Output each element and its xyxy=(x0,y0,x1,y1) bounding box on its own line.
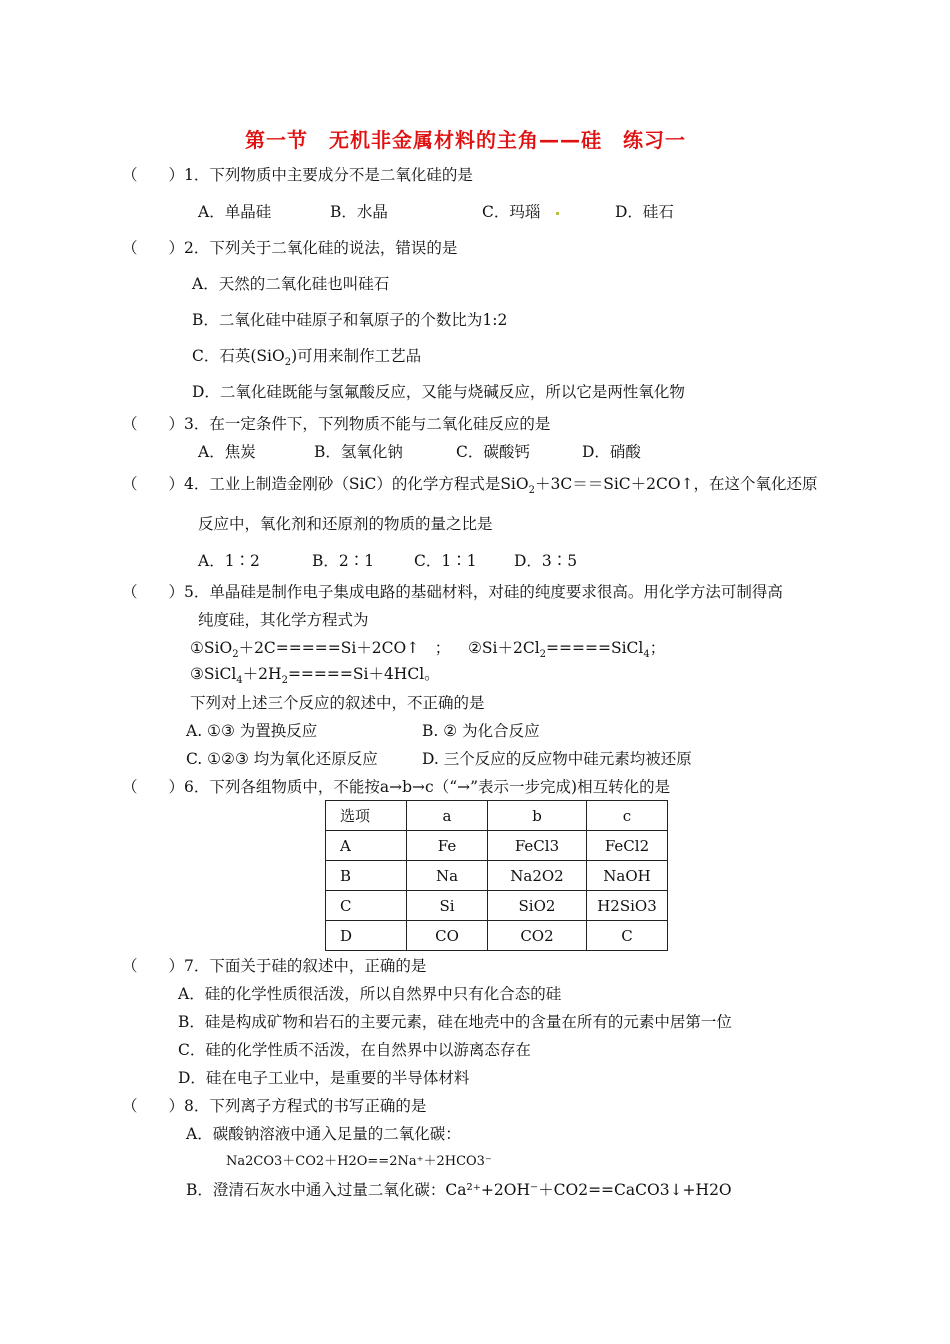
table-cell: H2SiO3 xyxy=(587,891,668,921)
option-c: C．1∶1 xyxy=(414,552,477,570)
option-a: A．焦炭 xyxy=(198,443,256,461)
answer-blank[interactable]: （ ） xyxy=(122,166,185,184)
options-table xyxy=(325,800,668,951)
table-row xyxy=(326,891,668,921)
table-cell: A xyxy=(326,831,407,861)
option-b: B．氢氧化钠 xyxy=(314,443,403,461)
option-c: C. ①②③ 均为氧化还原反应 xyxy=(186,750,378,768)
table-header-cell: a xyxy=(407,801,488,831)
option-d: D．3∶5 xyxy=(514,552,578,570)
option-d: D．硅石 xyxy=(615,203,674,221)
table-cell: SiO2 xyxy=(488,891,587,921)
question-stem: 3．在一定条件下，下列物质不能与二氧化硅反应的是 xyxy=(184,415,551,433)
option-c: C．玛瑙 xyxy=(482,203,541,221)
question-ask: 下列对上述三个反应的叙述中，不正确的是 xyxy=(190,694,485,712)
option-a: A．天然的二氧化硅也叫硅石 xyxy=(192,275,390,293)
question-stem: 5．单晶硅是制作电子集成电路的基础材料，对硅的纯度要求很高。用化学方法可制得高 xyxy=(184,583,783,601)
reaction-3: $③SiCl_4+2H_2=====Si+4HCl$。 xyxy=(190,665,440,687)
question-stem: 1．下列物质中主要成分不是二氧化硅的是 xyxy=(184,166,473,184)
question-stem-continued: 反应中，氧化剂和还原剂的物质的量之比是 xyxy=(198,515,493,533)
question-stem: 7．下面关于硅的叙述中，正确的是 xyxy=(184,957,427,975)
answer-blank[interactable]: （ ） xyxy=(122,583,185,601)
answer-blank[interactable]: （ ） xyxy=(122,778,185,796)
table-cell: FeCl2 xyxy=(587,831,668,861)
table-header-cell: c xyxy=(587,801,668,831)
answer-blank[interactable]: （ ） xyxy=(122,957,185,975)
table-cell: D xyxy=(326,921,407,951)
option-b: B．二氧化硅中硅原子和氧原子的个数比为1:2 xyxy=(192,311,508,329)
answer-blank[interactable]: （ ） xyxy=(122,239,185,257)
table-cell: C xyxy=(587,921,668,951)
table-header-row xyxy=(326,801,668,831)
table-row xyxy=(326,921,668,951)
table-row xyxy=(326,831,668,861)
question-stem: 6．下列各组物质中，不能按a→b→c（“→”表示一步完成)相互转化的是 xyxy=(184,778,671,796)
table-cell: B xyxy=(326,861,407,891)
question-5 xyxy=(122,580,783,602)
option-b: B．澄清石灰水中通入过量二氧化碳：Ca²⁺+2OH⁻＋CO2==CaCO3↓+H2O xyxy=(186,1181,732,1199)
table-header-cell: b xyxy=(488,801,587,831)
option-d: D．硅在电子工业中，是重要的半导体材料 xyxy=(178,1069,470,1087)
speck-mark xyxy=(556,212,559,215)
table-cell: Na2O2 xyxy=(488,861,587,891)
answer-blank[interactable]: （ ） xyxy=(122,1097,185,1115)
option-a: A．1∶2 xyxy=(198,552,260,570)
table-cell: CO xyxy=(407,921,488,951)
option-d: D．二氧化硅既能与氢氟酸反应，又能与烧碱反应，所以它是两性氧化物 xyxy=(192,383,685,401)
question-stem: 2．下列关于二氧化硅的说法，错误的是 xyxy=(184,239,458,257)
table-cell: Fe xyxy=(407,831,488,861)
option-d: D. 三个反应的反应物中硅元素均被还原 xyxy=(422,750,692,768)
question-3 xyxy=(122,412,550,434)
option-b: B．水晶 xyxy=(330,203,388,221)
table-cell: C xyxy=(326,891,407,921)
question-6 xyxy=(122,775,670,797)
option-a: A．碳酸钠溶液中通入足量的二氧化碳： xyxy=(186,1125,461,1143)
table-cell: Si xyxy=(407,891,488,921)
option-c: C．碳酸钙 xyxy=(456,443,530,461)
option-b: B．硅是构成矿物和岩石的主要元素，硅在地壳中的含量在所有的元素中居第一位 xyxy=(178,1013,732,1031)
answer-blank[interactable]: （ ） xyxy=(122,415,185,433)
answer-blank[interactable]: （ ） xyxy=(122,475,185,493)
question-8 xyxy=(122,1094,426,1116)
option-b: B．2∶1 xyxy=(312,552,375,570)
table-cell: NaOH xyxy=(587,861,668,891)
table-cell: Na xyxy=(407,861,488,891)
option-a: A. ①③ 为置换反应 xyxy=(186,722,318,740)
table-header-cell: 选项 xyxy=(326,801,407,831)
option-b: B. ② 为化合反应 xyxy=(422,722,540,740)
option-c: C．石英(SiO$_2$)可用来制作工艺品 xyxy=(192,347,422,369)
option-c: C．硅的化学性质不活泼，在自然界中以游离态存在 xyxy=(178,1041,531,1059)
question-2 xyxy=(122,236,457,258)
page-title: 第一节 无机非金属材料的主角——硅 练习一 xyxy=(245,128,686,152)
question-stem: 4．工业上制造金刚砂（SiC）的化学方程式是SiO$_2$＋3C＝＝SiC＋2CO↑，在这个氧化还原 xyxy=(184,475,818,497)
question-4 xyxy=(122,472,818,496)
question-1 xyxy=(122,163,473,185)
question-stem-continued: 纯度硅，其化学方程式为 xyxy=(198,611,369,629)
option-a: A．单晶硅 xyxy=(198,203,272,221)
question-7 xyxy=(122,954,426,976)
table-cell: CO2 xyxy=(488,921,587,951)
reaction-1: ①SiO$_2$＋2C=====Si＋2CO↑ ； xyxy=(190,639,451,661)
table-row xyxy=(326,861,668,891)
reaction-2: $②Si+2Cl_2=====SiCl_4$； xyxy=(468,639,666,661)
table-cell: FeCl3 xyxy=(488,831,587,861)
option-a: A．硅的化学性质很活泼，所以自然界中只有化合态的硅 xyxy=(178,985,562,1003)
question-stem: 8．下列离子方程式的书写正确的是 xyxy=(184,1097,427,1115)
option-a-equation: Na2CO3＋CO2＋H2O==2Na⁺＋2HCO3⁻ xyxy=(226,1154,492,1169)
option-d: D．硝酸 xyxy=(582,443,641,461)
